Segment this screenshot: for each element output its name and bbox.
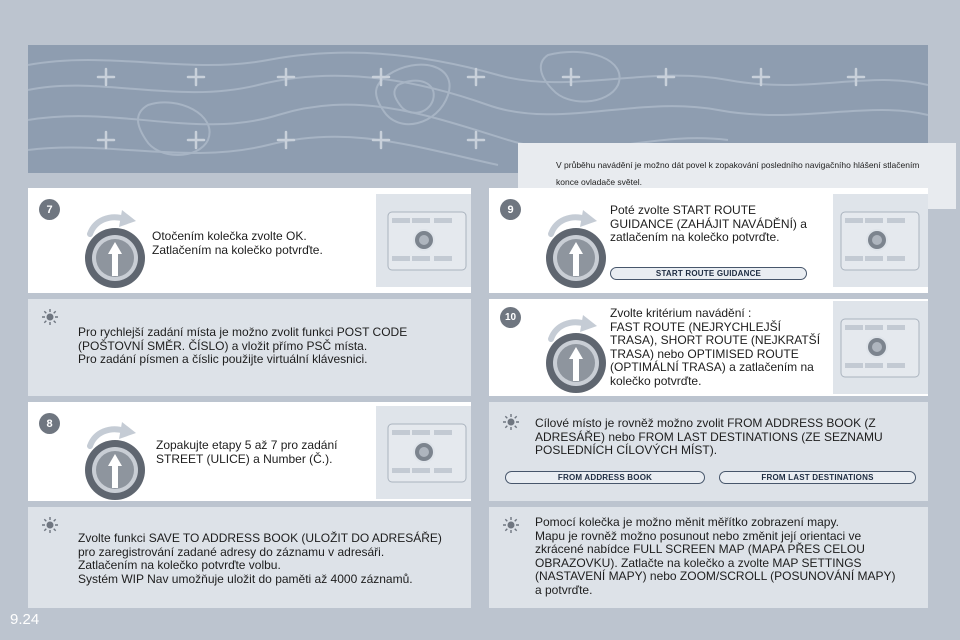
- tip-save-address-card: [28, 507, 471, 608]
- step-10-text: Zvolte kritérium navádění : FAST ROUTE (NEJRYCHLEJŠÍ TRASA), SHORT ROUTE (NEJKRATŠÍ TRASA) nebo OPTIMISED ROUTE (OPTIMÁLNÍ TRASA) a zatlačením na kolečko potvrďte.: [610, 306, 821, 388]
- from-address-book-button[interactable]: FROM ADDRESS BOOK: [505, 471, 705, 484]
- step-7-text: Otočením kolečka zvolte OK. Zatlačením na kolečko potvrďte.: [152, 229, 323, 257]
- step-7-card: [28, 188, 471, 293]
- tip-sun-icon: [42, 517, 58, 533]
- step-number-badge: 9: [500, 199, 521, 220]
- grid-crosses: [98, 69, 864, 148]
- banner-note: V průběhu navádění je možno dát povel k zopakování posledního navigačního hlášení stlačením konce ovladače světel.: [518, 143, 956, 209]
- radio-unit-panel: [376, 194, 471, 287]
- step-9-card: [489, 188, 928, 293]
- tip-post-code-card: [28, 299, 471, 396]
- tip-post-code-text: Pro rychlejší zadání místa je možno zvolit funkci POST CODE (POŠTOVNÍ SMĚR. ČÍSLO) a vložit přímo PSČ místa. Pro zadání písmen a číslic použijte virtuální klávesnici.: [78, 325, 408, 366]
- from-last-destinations-button[interactable]: FROM LAST DESTINATIONS: [719, 471, 916, 484]
- tip-sun-icon: [42, 309, 58, 325]
- radio-unit-icon: [833, 301, 928, 394]
- rotary-knob-icon: [531, 202, 621, 290]
- rotary-knob-icon: [70, 414, 160, 502]
- tip-address-book-card: [489, 402, 928, 501]
- tip-sun-icon: [503, 517, 519, 533]
- step-9-text: Poté zvolte START ROUTE GUIDANCE (ZAHÁJIT NAVÁDĚNÍ) a zatlačením na kolečko potvrďte.: [610, 203, 807, 244]
- radio-unit-icon: [376, 406, 471, 499]
- radio-unit-icon: [376, 194, 471, 287]
- step-number-badge: 10: [500, 307, 521, 328]
- start-route-guidance-button[interactable]: START ROUTE GUIDANCE: [610, 267, 807, 280]
- radio-unit-panel: [376, 406, 471, 499]
- step-8-text: Zopakujte etapy 5 až 7 pro zadání STREET (ULICE) a Number (Č.).: [156, 438, 338, 466]
- map-banner: [28, 45, 928, 187]
- radio-unit-icon: [833, 194, 928, 287]
- rotary-knob-icon: [70, 202, 160, 290]
- radio-unit-panel: [833, 301, 928, 394]
- tip-sun-icon: [503, 414, 519, 430]
- tip-save-address-text: Zvolte funkci SAVE TO ADDRESS BOOK (ULOŽIT DO ADRESÁŘE) pro zaregistrování zadané adresy do záznamu v adresáři. Zatlačením na kolečko potvrďte volbu. Systém WIP Nav umožňuje uložit do paměti až 4000 záznamů.: [78, 531, 442, 586]
- step-8-card: [28, 402, 471, 501]
- radio-unit-panel: [833, 194, 928, 287]
- tip-map-scale-text: Pomocí kolečka je možno měnit měřítko zobrazení mapy. Mapu je rovněž možno posunout nebo změnit její orientaci ve zkrácené nabídce FULL SCREEN MAP (MAPA PŘES CELOU OBRAZOVKU). Zatlačte na kolečko a zvolte MAP SETTINGS (NASTAVENÍ MAPY) nebo ZOOM/SCROLL (POSUNOVÁNÍ MAPY) a potvrďte.: [535, 515, 896, 597]
- step-number-badge: 7: [39, 199, 60, 220]
- rotary-knob-icon: [531, 307, 621, 395]
- tip-address-book-text: Cílové místo je rovněž možno zvolit FROM ADDRESS BOOK (Z ADRESÁŘE) nebo FROM LAST DESTINATIONS (ZE SEZNAMU POSLEDNÍCH CÍLOVÝCH MÍST).: [535, 416, 883, 457]
- step-10-card: [489, 299, 928, 396]
- step-number-badge: 8: [39, 413, 60, 434]
- page-number: 9.24: [10, 611, 40, 628]
- tip-map-scale-card: [489, 507, 928, 608]
